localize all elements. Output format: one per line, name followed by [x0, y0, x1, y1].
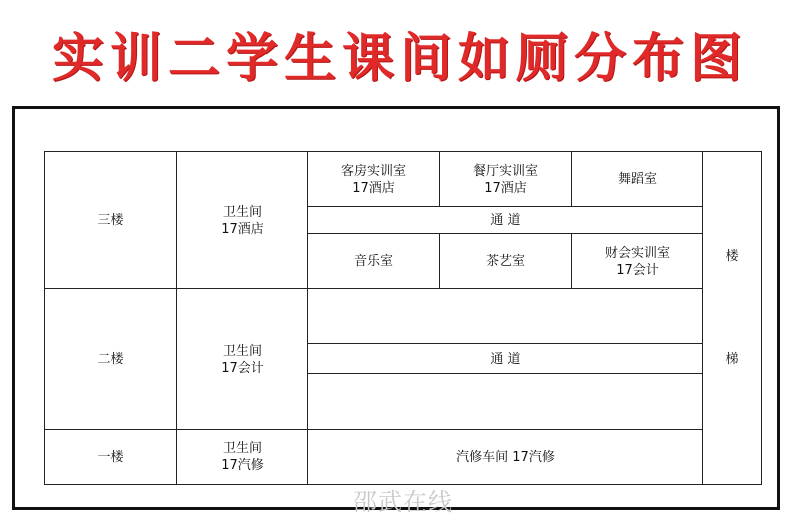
- room-dance: 舞蹈室: [571, 151, 704, 208]
- floor-2-room-upper: [307, 288, 704, 345]
- floor-2-corridor: 通 道: [307, 343, 704, 375]
- room-accounting-training: 财会实训室 17会计: [571, 233, 704, 290]
- floor-1-label: 一楼: [44, 429, 177, 485]
- floor-2-restroom: 卫生间 17会计: [176, 288, 309, 431]
- room-tea-art: 茶艺室: [439, 233, 572, 290]
- room-music: 音乐室: [307, 233, 440, 290]
- room-auto-repair-workshop: 汽修车间 17汽修: [307, 429, 704, 485]
- floor-1-restroom: 卫生间 17汽修: [176, 429, 309, 485]
- floor-3-corridor: 通 道: [307, 206, 704, 235]
- floor-3-restroom: 卫生间 17酒店: [176, 151, 309, 290]
- floor-3-label: 三楼: [44, 151, 177, 290]
- page-title: 实训二学生课间如厕分布图: [51, 28, 748, 89]
- floor-2-label: 二楼: [44, 288, 177, 431]
- stairwell: [702, 151, 762, 485]
- stairs-char-1: 楼: [725, 249, 739, 264]
- room-restaurant-training: 餐厅实训室 17酒店: [439, 151, 572, 208]
- floor-2-room-lower: [307, 373, 704, 431]
- stairs-char-2: 梯: [725, 352, 739, 367]
- room-guest-room-training: 客房实训室 17酒店: [307, 151, 440, 208]
- watermark: 邵武在线: [353, 488, 453, 516]
